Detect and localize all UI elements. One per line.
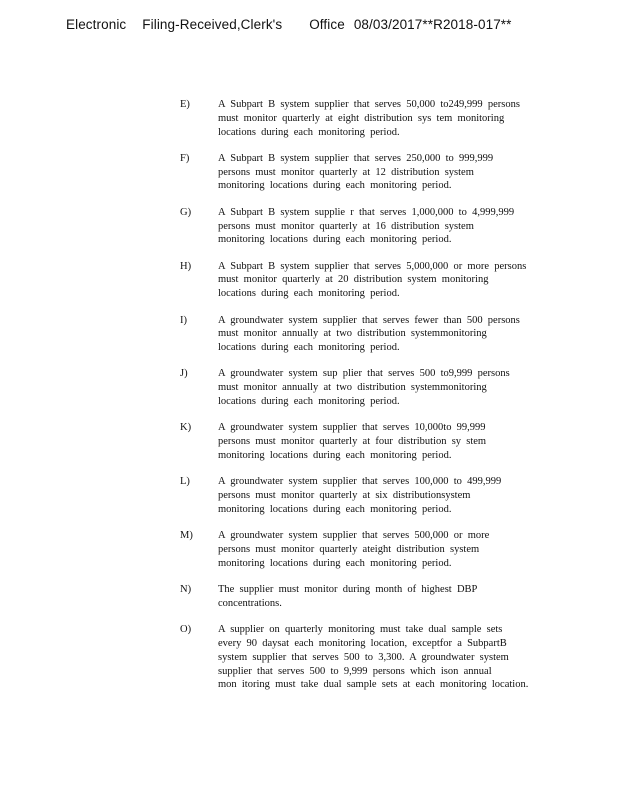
text-line: must monitor annually at two distribution systemmonitoring — [218, 382, 487, 394]
text-line: monitoring locations during each monitoring period. — [218, 557, 452, 569]
list-item — [180, 421, 540, 462]
text-line: system supplier that serves 500 to 3,300. A groundwater system — [218, 651, 509, 663]
text-line: A Subpart B system supplier that serves 5,000,000 or more persons — [218, 260, 527, 272]
item-text — [218, 206, 540, 247]
item-marker: K) — [180, 422, 192, 434]
item-text — [218, 475, 540, 516]
text-line: every 90 daysat each monitoring location, exceptfor a SubpartB — [218, 637, 507, 649]
list-item — [180, 314, 540, 355]
list-item — [180, 98, 540, 139]
item-marker: G) — [180, 206, 192, 218]
list-item — [180, 260, 540, 301]
text-line: must monitor annually at two distribution systemmonitoring — [218, 328, 487, 340]
text-line: monitoring locations during each monitoring period. — [218, 180, 452, 192]
text-line: persons must monitor quarterly at 16 distribution system — [218, 220, 474, 232]
filing-header — [66, 17, 512, 32]
list-item — [180, 623, 540, 692]
list-item — [180, 152, 540, 193]
header-electronic: Electronic — [66, 17, 127, 32]
text-line: A groundwater system supplier that serves 500,000 or more — [218, 530, 490, 542]
text-line: concentrations. — [218, 597, 282, 609]
list-item — [180, 367, 540, 408]
item-marker: O) — [180, 624, 192, 636]
item-text — [218, 152, 540, 193]
header-filing-received: Filing-Received,Clerk's — [142, 17, 283, 32]
item-text — [218, 367, 540, 408]
text-line: A supplier on quarterly monitoring must take dual sample sets — [218, 624, 503, 636]
item-marker: N) — [180, 584, 192, 596]
item-marker: F) — [180, 152, 190, 164]
text-line: persons must monitor quarterly at 12 distribution system — [218, 166, 474, 178]
text-line: persons must monitor quarterly ateight distribution system — [218, 543, 480, 555]
item-marker: I) — [180, 314, 187, 326]
text-line: locations during each monitoring period. — [218, 288, 400, 300]
list-item — [180, 583, 540, 611]
text-line: supplier that serves 500 to 9,999 persons which ison annual — [218, 665, 492, 677]
text-line: monitoring locations during each monitoring period. — [218, 234, 452, 246]
text-line: locations during each monitoring period. — [218, 342, 400, 354]
list-item — [180, 206, 540, 247]
header-date-docket: 08/03/2017**R2018-017** — [353, 17, 512, 32]
text-line: A groundwater system supplier that serves 100,000 to 499,999 — [218, 476, 502, 488]
header-office: Office — [309, 17, 345, 32]
text-line: The supplier must monitor during month of highest DBP — [218, 584, 478, 596]
item-marker: E) — [180, 99, 190, 110]
text-line: A Subpart B system supplier that serves 250,000 to 999,999 — [218, 152, 494, 164]
text-line: A Subpart B system supplie r that serves 1,000,000 to 4,999,999 — [218, 206, 515, 218]
item-text — [218, 421, 540, 462]
text-line: persons must monitor quarterly at four distribution sy stem — [218, 436, 487, 448]
list-item — [180, 529, 540, 570]
item-text — [218, 583, 540, 611]
text-line: monitoring locations during each monitoring period. — [218, 503, 452, 515]
text-line: A groundwater system sup plier that serves 500 to9,999 persons — [218, 368, 510, 380]
text-line: locations during each monitoring period. — [218, 396, 400, 408]
text-line: mon itoring must take dual sample sets at each monitoring location. — [218, 679, 529, 691]
item-marker: M) — [180, 530, 193, 542]
item-text — [218, 260, 540, 301]
monitoring-requirements-list — [180, 98, 540, 705]
text-line: A Subpart B system supplier that serves 50,000 to249,999 persons — [218, 99, 520, 110]
text-line: persons must monitor quarterly at six distributionsystem — [218, 490, 471, 502]
text-line: A groundwater system supplier that serves fewer than 500 persons — [218, 314, 520, 326]
item-text — [218, 623, 540, 692]
list-item — [180, 475, 540, 516]
text-line: monitoring locations during each monitoring period. — [218, 449, 452, 461]
item-text — [218, 314, 540, 355]
text-line: must monitor quarterly at eight distribution sys tem monitoring — [218, 112, 505, 124]
text-line: must monitor quarterly at 20 distribution system monitoring — [218, 274, 489, 286]
item-marker: H) — [180, 260, 192, 272]
item-text — [218, 529, 540, 570]
item-marker: J) — [180, 368, 188, 380]
text-line: locations during each monitoring period. — [218, 126, 400, 138]
text-line: A groundwater system supplier that serves 10,000to 99,999 — [218, 422, 486, 434]
item-text — [218, 98, 540, 139]
item-marker: L) — [180, 476, 190, 488]
